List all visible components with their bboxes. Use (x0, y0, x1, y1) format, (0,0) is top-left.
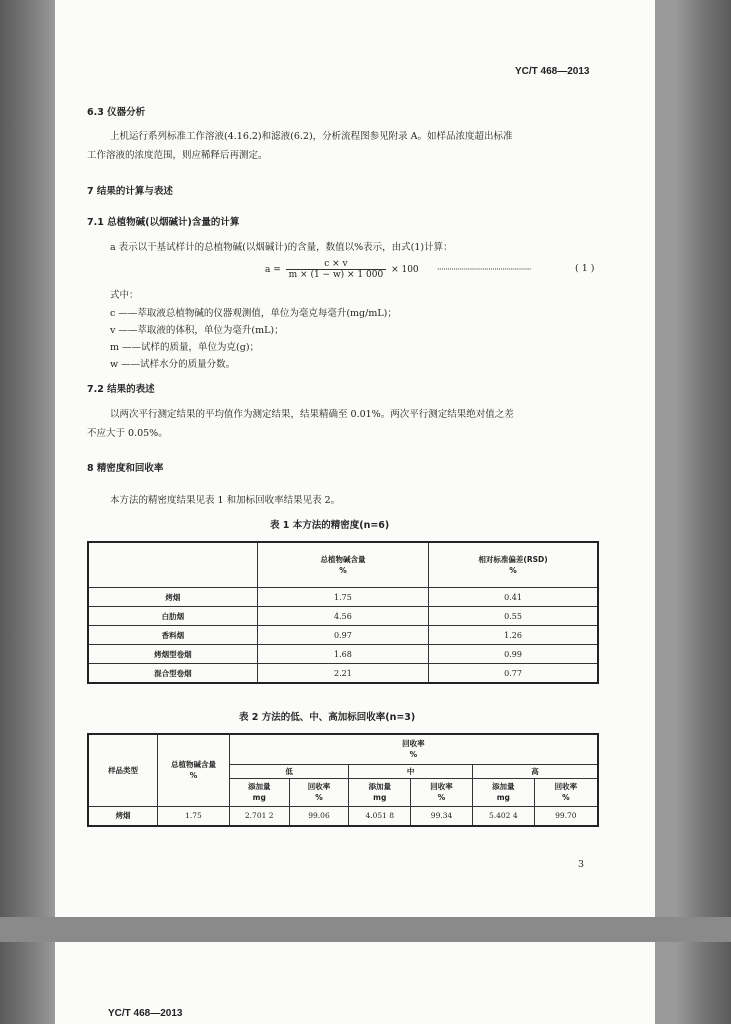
table-2-high-add (472, 778, 534, 806)
section-7-heading: 7 结果的计算与表述 (87, 186, 173, 197)
section-7-1-intro: a 表示以干基试样计的总植物碱(以烟碱计)的含量，数值以%表示，由式(1)计算： (110, 242, 453, 253)
table-1-row-rsd: 0.55 (429, 607, 598, 626)
section-8-heading: 8 精密度和回收率 (87, 463, 164, 474)
page-header-code: YC/T 468—2013 (515, 66, 590, 77)
table-2-row-high-rec: 99.70 (534, 806, 598, 826)
table-2-recovery-label: 回收率 (402, 739, 425, 749)
table-2-row-sample: 烤烟 (88, 806, 158, 826)
table-2-rec-unit: % (437, 793, 446, 802)
page-gap (0, 917, 731, 942)
table-2-header-recovery (229, 734, 598, 764)
table-1-row-content: 2.21 (257, 664, 428, 684)
table-2-row-low-add: 2.701 2 (229, 806, 289, 826)
formula-1 (265, 259, 419, 280)
formula-rhs: × 100 (391, 265, 419, 275)
table-2-rec-label: 回收率 (430, 782, 453, 791)
table-2-header-sample-type: 样品类型 (88, 734, 158, 806)
table-1-row-sample: 白肋烟 (88, 607, 257, 626)
table-2-low-add (229, 778, 289, 806)
table-1-header-blank (88, 542, 257, 588)
next-page-header-code: YC/T 468—2013 (108, 1008, 183, 1019)
table-2-low-rec (289, 778, 349, 806)
page-number: 3 (578, 859, 585, 870)
table-1-row-sample: 混合型卷烟 (88, 664, 257, 684)
table-2-add-unit: mg (496, 793, 510, 802)
table-2-add-label: 添加量 (247, 782, 271, 791)
table-2-header-low: 低 (229, 764, 349, 778)
table-2-add-unit: mg (252, 793, 266, 802)
table-2-content-label: 总植物碱含量 (170, 760, 216, 770)
table-1-row-rsd: 1.26 (429, 626, 598, 645)
table-1-row-sample: 香料烟 (88, 626, 257, 645)
section-7-2-paragraph-line1: 以两次平行测定结果的平均值作为测定结果，结果精确至 0.01%。两次平行测定结果绝对值之差 (110, 409, 514, 420)
section-7-1-heading: 7.1 总植物碱(以烟碱计)含量的计算 (87, 217, 240, 228)
table-1-row-content: 1.75 (257, 588, 428, 607)
table-2-rec-unit: % (562, 793, 570, 802)
table-2-add-unit: mg (373, 793, 387, 802)
section-6-3-heading: 6.3 仪器分析 (87, 107, 146, 118)
table-row (88, 806, 598, 826)
table-row (88, 664, 598, 684)
table-1-row-content: 4.56 (257, 607, 428, 626)
variable-c-definition: c ——萃取液总植物碱的仪器观测值，单位为毫克每毫升(mg/mL)； (110, 308, 397, 319)
section-7-2-heading: 7.2 结果的表述 (87, 384, 155, 395)
section-8-paragraph: 本方法的精密度结果见表 1 和加标回收率结果见表 2。 (110, 495, 341, 506)
table-1-row-content: 1.68 (257, 645, 428, 664)
table-2-mid-add (349, 778, 411, 806)
table-1-header-rsd (429, 542, 598, 588)
formula-denominator: m × (1 − w) × 1 000 (288, 270, 384, 280)
where-label: 式中： (110, 290, 139, 301)
table-1-caption: 表 1 本方法的精密度(n=6) (270, 520, 390, 531)
table-1-row-rsd: 0.99 (429, 645, 598, 664)
formula-number: ( 1 ) (575, 263, 595, 274)
table-2-row-low-rec: 99.06 (289, 806, 349, 826)
table-2-header-high: 高 (472, 764, 598, 778)
table-1-row-sample: 烤烟型卷烟 (88, 645, 257, 664)
table-2-add-label: 添加量 (368, 782, 392, 791)
table-2-rec-label: 回收率 (307, 782, 331, 791)
table-1-row-content: 0.97 (257, 626, 428, 645)
table-row (88, 645, 598, 664)
table-2-rec-label: 回收率 (554, 782, 578, 791)
table-2-row-mid-add: 4.051 8 (349, 806, 411, 826)
table-1-col1-unit: % (339, 566, 347, 575)
formula-fraction (286, 259, 387, 280)
document-page-4-top (55, 942, 655, 1024)
table-1-col2-label: 相对标准偏差(RSD) (478, 555, 548, 564)
table-2-row-mid-rec: 99.34 (411, 806, 473, 826)
table-2-header-row-1 (88, 734, 598, 764)
variable-w-definition: w ——试样水分的质量分数。 (110, 359, 236, 370)
section-7-2-paragraph-line2: 不应大于 0.05%。 (87, 428, 168, 439)
table-row (88, 626, 598, 645)
table-2-mid-rec (411, 778, 473, 806)
section-6-3-paragraph-line1: 上机运行系列标准工作溶液(4.16.2)和滤液(6.2)，分析流程图参见附录 A。如样品浓度超出标准 (110, 131, 513, 142)
formula-numerator: c × v (286, 259, 387, 270)
table-1-col1-label: 总植物碱含量 (320, 555, 366, 564)
table-1-header-content (257, 542, 428, 588)
table-1-col2-unit: % (509, 566, 517, 575)
table-2-header-mid: 中 (349, 764, 473, 778)
table-1-header-row (88, 542, 598, 588)
table-1-row-rsd: 0.41 (429, 588, 598, 607)
table-2-high-rec (534, 778, 598, 806)
section-6-3-paragraph-line2: 工作溶液的浓度范围，则应稀释后再测定。 (87, 150, 268, 161)
table-2-caption: 表 2 方法的低、中、高加标回收率(n=3) (239, 712, 416, 723)
table-row (88, 588, 598, 607)
table-1-row-sample: 烤烟 (88, 588, 257, 607)
table-row (88, 607, 598, 626)
formula-lhs: a = (265, 265, 281, 275)
variable-m-definition: m ——试样的质量，单位为克(g)； (110, 342, 260, 353)
table-2-row-high-add: 5.402 4 (472, 806, 534, 826)
document-page-3 (55, 0, 655, 917)
table-2-row-content: 1.75 (158, 806, 230, 826)
table-1-precision (87, 541, 599, 684)
table-2-header-content (158, 734, 230, 806)
formula-leader-dots: ·············································· (437, 265, 531, 274)
table-2-recovery (87, 733, 599, 827)
table-2-add-label: 添加量 (492, 782, 515, 791)
table-2-rec-unit: % (315, 793, 323, 802)
table-2-content-unit: % (189, 771, 198, 781)
table-1-row-rsd: 0.77 (429, 664, 598, 684)
variable-v-definition: v ——萃取液的体积，单位为毫升(mL)； (110, 325, 284, 336)
table-2-recovery-unit: % (409, 750, 418, 760)
